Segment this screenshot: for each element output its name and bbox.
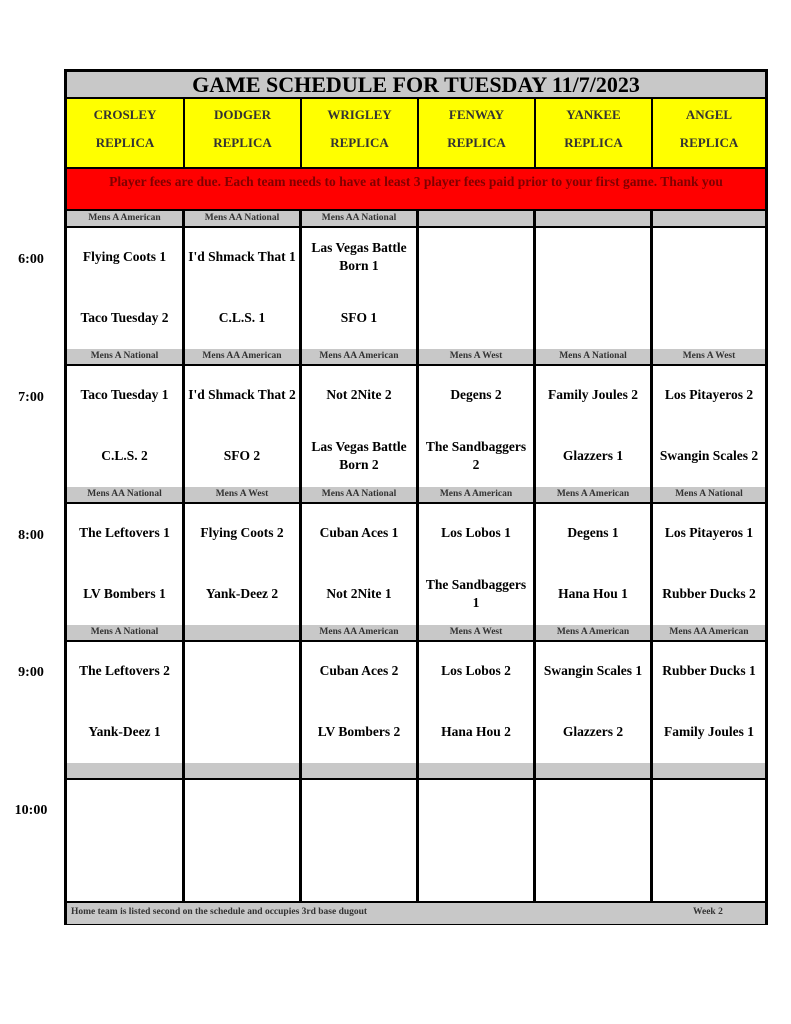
visiting-team: Cuban Aces 2 bbox=[319, 663, 399, 678]
home-team bbox=[538, 850, 648, 890]
home-team: Yank-Deez 2 bbox=[205, 586, 279, 601]
division-label: Mens A National bbox=[675, 489, 743, 499]
field-name: ANGEL bbox=[685, 107, 733, 122]
visiting-team: Rubber Ducks 1 bbox=[662, 663, 756, 678]
game-cell bbox=[185, 504, 302, 625]
game-cell bbox=[536, 504, 653, 625]
division-label: Mens AA American bbox=[185, 349, 302, 364]
visiting-team bbox=[655, 237, 763, 277]
game-cell bbox=[302, 228, 419, 349]
division-label: Mens A American bbox=[419, 487, 536, 502]
field-header-6 bbox=[653, 99, 765, 167]
visiting-team: Flying Coots 2 bbox=[200, 525, 284, 540]
visiting-team: Family Joules 2 bbox=[548, 387, 638, 402]
game-cell bbox=[419, 228, 536, 349]
field-subtitle: REPLICA bbox=[447, 135, 506, 150]
division-label: Mens AA National bbox=[185, 211, 302, 226]
game-row bbox=[67, 366, 765, 487]
division-label bbox=[653, 763, 765, 778]
division-label bbox=[419, 763, 536, 778]
visiting-team: Not 2Nite 2 bbox=[326, 387, 392, 402]
division-label: Mens AA American bbox=[302, 349, 419, 364]
game-cell bbox=[653, 780, 765, 901]
field-subtitle: REPLICA bbox=[679, 135, 739, 150]
game-cell bbox=[185, 366, 302, 487]
field-header-4 bbox=[419, 99, 536, 167]
home-team bbox=[304, 850, 414, 890]
home-team: Yank-Deez 1 bbox=[88, 724, 161, 739]
game-cell bbox=[653, 228, 765, 349]
division-label bbox=[653, 211, 765, 226]
game-cell bbox=[419, 504, 536, 625]
game-cell bbox=[302, 780, 419, 901]
fee-notice: Player fees are due. Each team needs to have at least 3 player fees paid prior to your first game. Thank you bbox=[67, 169, 765, 211]
game-row bbox=[67, 228, 765, 349]
visiting-team: Swangin Scales 1 bbox=[543, 663, 643, 678]
division-row bbox=[67, 625, 765, 642]
home-team: The Sandbaggers 2 bbox=[425, 439, 527, 472]
game-cell bbox=[302, 642, 419, 763]
visiting-team: I'd Shmack That 2 bbox=[188, 387, 296, 402]
visiting-team: Taco Tuesday 1 bbox=[80, 387, 169, 402]
division-label: Mens AA National bbox=[302, 211, 419, 226]
field-name: YANKEE bbox=[566, 107, 621, 122]
visiting-team bbox=[69, 789, 180, 829]
visiting-team: Las Vegas Battle Born 1 bbox=[311, 240, 407, 273]
field-name: FENWAY bbox=[448, 107, 505, 122]
home-team: The Sandbaggers 1 bbox=[425, 577, 527, 610]
visiting-team bbox=[187, 789, 297, 829]
home-team-note: Home team is listed second on the schedule and occupies 3rd base dugout bbox=[71, 907, 368, 917]
home-team: Rubber Ducks 2 bbox=[662, 586, 756, 601]
visiting-team bbox=[421, 237, 531, 277]
page-title: GAME SCHEDULE FOR TUESDAY 11/7/2023 bbox=[67, 72, 765, 99]
field-subtitle: REPLICA bbox=[330, 135, 389, 150]
home-team bbox=[421, 850, 531, 890]
division-label: Mens A American bbox=[536, 625, 653, 640]
game-cell bbox=[185, 228, 302, 349]
division-row bbox=[67, 211, 765, 228]
division-label: Mens A West bbox=[419, 349, 536, 364]
home-team bbox=[421, 298, 531, 338]
field-header-1 bbox=[67, 99, 185, 167]
division-row bbox=[67, 763, 765, 780]
home-team: SFO 2 bbox=[223, 448, 261, 463]
week-label: Week 2 bbox=[693, 907, 723, 917]
division-label: Mens AA American bbox=[302, 625, 419, 640]
division-row bbox=[67, 349, 765, 366]
game-cell bbox=[419, 642, 536, 763]
visiting-team bbox=[304, 789, 414, 829]
visiting-team: Degens 1 bbox=[567, 525, 619, 540]
game-cell bbox=[67, 366, 185, 487]
visiting-team bbox=[421, 789, 531, 829]
field-name: DODGER bbox=[213, 107, 272, 122]
home-team: LV Bombers 1 bbox=[83, 586, 166, 601]
field-header-2 bbox=[185, 99, 302, 167]
field-subtitle: REPLICA bbox=[564, 135, 623, 150]
division-label bbox=[185, 763, 302, 778]
home-team bbox=[187, 712, 297, 752]
visiting-team bbox=[538, 789, 648, 829]
game-cell bbox=[67, 780, 185, 901]
game-cell bbox=[653, 504, 765, 625]
game-cell bbox=[67, 642, 185, 763]
division-label bbox=[302, 763, 419, 778]
game-cell bbox=[653, 366, 765, 487]
field-name: CROSLEY bbox=[93, 107, 157, 122]
game-cell bbox=[185, 642, 302, 763]
field-subtitle: REPLICA bbox=[95, 135, 155, 150]
game-cell bbox=[185, 780, 302, 901]
division-label bbox=[419, 211, 536, 226]
home-team: Family Joules 1 bbox=[664, 724, 754, 739]
footer-bar bbox=[67, 901, 765, 924]
game-cell bbox=[67, 228, 185, 349]
home-team: C.L.S. 2 bbox=[101, 448, 148, 463]
time-label: 7:00 bbox=[18, 390, 44, 405]
game-cell bbox=[419, 780, 536, 901]
visiting-team: The Leftovers 1 bbox=[79, 525, 170, 540]
home-team bbox=[187, 850, 297, 890]
visiting-team bbox=[187, 651, 297, 691]
home-team bbox=[69, 850, 180, 890]
home-team bbox=[655, 298, 763, 338]
division-label: Mens AA National bbox=[67, 487, 185, 502]
field-header-5 bbox=[536, 99, 653, 167]
home-team: Swangin Scales 2 bbox=[659, 448, 759, 463]
home-team: Hana Hou 1 bbox=[558, 586, 628, 601]
game-cell bbox=[536, 642, 653, 763]
field-subtitle: REPLICA bbox=[213, 135, 272, 150]
division-label: Mens A American bbox=[67, 211, 185, 226]
game-cell bbox=[302, 504, 419, 625]
home-team: Hana Hou 2 bbox=[441, 724, 511, 739]
home-team: Not 2Nite 1 bbox=[326, 586, 392, 601]
visiting-team: Cuban Aces 1 bbox=[319, 525, 399, 540]
home-team: Glazzers 2 bbox=[562, 724, 624, 739]
visiting-team: I'd Shmack That 1 bbox=[188, 249, 296, 264]
division-label: Mens A National bbox=[536, 349, 653, 364]
division-label: Mens A American bbox=[536, 487, 653, 502]
visiting-team: Los Pitayeros 1 bbox=[664, 525, 754, 540]
game-cell bbox=[536, 366, 653, 487]
division-label bbox=[185, 625, 302, 640]
visiting-team: The Leftovers 2 bbox=[79, 663, 170, 678]
division-label: Mens AA American bbox=[669, 627, 749, 637]
visiting-team bbox=[538, 237, 648, 277]
game-cell bbox=[536, 228, 653, 349]
visiting-team: Los Pitayeros 2 bbox=[664, 387, 754, 402]
home-team: LV Bombers 2 bbox=[317, 724, 401, 739]
time-label: 9:00 bbox=[18, 665, 44, 680]
game-cell bbox=[536, 780, 653, 901]
visiting-team: Los Lobos 2 bbox=[441, 663, 511, 678]
field-header-3 bbox=[302, 99, 419, 167]
game-row bbox=[67, 504, 765, 625]
time-label: 8:00 bbox=[18, 528, 44, 543]
game-row bbox=[67, 780, 765, 901]
division-label: Mens A West bbox=[185, 487, 302, 502]
division-label bbox=[536, 211, 653, 226]
division-label: Mens AA National bbox=[302, 487, 419, 502]
home-team: Glazzers 1 bbox=[562, 448, 624, 463]
time-label: 6:00 bbox=[18, 252, 44, 267]
game-cell bbox=[302, 366, 419, 487]
home-team: Taco Tuesday 2 bbox=[80, 310, 169, 325]
field-name: WRIGLEY bbox=[327, 107, 392, 122]
division-label bbox=[67, 763, 185, 778]
home-team: C.L.S. 1 bbox=[218, 310, 266, 325]
schedule-sheet bbox=[64, 69, 768, 925]
visiting-team: Degens 2 bbox=[450, 387, 502, 402]
home-team bbox=[538, 298, 648, 338]
division-label: Mens A National bbox=[67, 625, 185, 640]
division-label: Mens A National bbox=[67, 349, 185, 364]
home-team: Las Vegas Battle Born 2 bbox=[311, 439, 407, 472]
visiting-team bbox=[655, 789, 763, 829]
game-row bbox=[67, 642, 765, 763]
game-cell bbox=[67, 504, 185, 625]
time-label: 10:00 bbox=[14, 803, 48, 818]
game-cell bbox=[653, 642, 765, 763]
game-cell bbox=[419, 366, 536, 487]
division-label bbox=[536, 763, 653, 778]
division-label: Mens A West bbox=[419, 625, 536, 640]
field-header-row bbox=[67, 99, 765, 169]
home-team bbox=[655, 850, 763, 890]
home-team: SFO 1 bbox=[340, 310, 378, 325]
division-label: Mens A West bbox=[682, 351, 736, 361]
visiting-team: Los Lobos 1 bbox=[441, 525, 511, 540]
division-row bbox=[67, 487, 765, 504]
visiting-team: Flying Coots 1 bbox=[82, 249, 167, 264]
